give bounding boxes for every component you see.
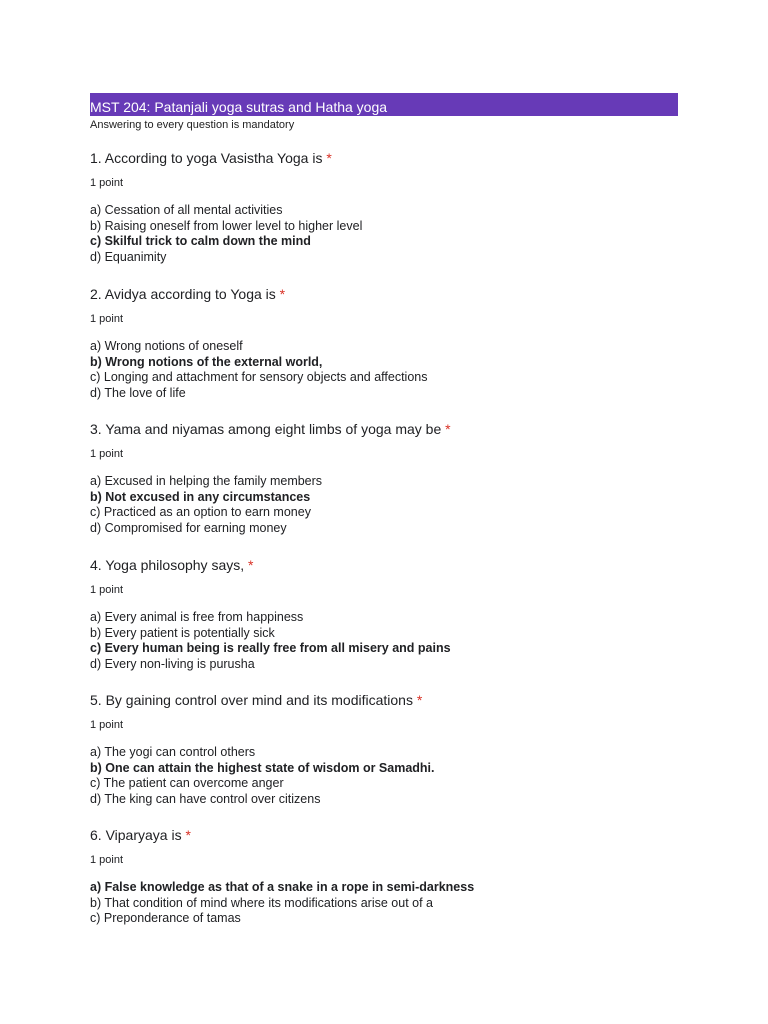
answer-option: b) Every patient is potentially sick [90,625,275,640]
question-2 [90,285,678,402]
question-title [90,556,678,574]
question-points: 1 point [90,177,124,189]
question-points: 1 point [90,448,124,460]
required-asterisk: * [416,692,423,708]
required-asterisk: * [248,557,254,573]
answer-option: a) The yogi can control others [90,745,256,759]
answer-option: c) The patient can overcome anger [90,776,284,791]
answer-option: d) Equanimity [90,250,167,265]
answer-option: d) Compromised for earning money [90,521,287,536]
option-list [90,610,678,673]
question-title [90,691,678,709]
question-title [90,826,678,844]
option-list [90,203,678,266]
question-title-text: 2. Avidya according to Yoga is [90,286,276,302]
question-title [90,149,678,167]
correct-option: b) One can attain the highest state of wisdom or Samadhi. [90,760,435,775]
correct-option: c) Skilful trick to calm down the mind [90,234,311,249]
question-title-text: 5. By gaining control over mind and its modifications [90,692,413,708]
question-3 [90,420,678,537]
question-points: 1 point [90,719,124,731]
question-title-text: 4. Yoga philosophy says, [90,557,245,573]
answer-option: d) The king can have control over citizens [90,792,321,807]
required-asterisk: * [326,150,332,166]
answer-option: c) Longing and attachment for sensory objects and affections [90,370,428,385]
option-list [90,339,678,402]
answer-option: a) Wrong notions of oneself [90,339,243,353]
question-title-text: 3. Yama and niyamas among eight limbs of yoga may be [90,421,442,437]
answer-option: a) Every animal is free from happiness [90,610,304,624]
required-asterisk: * [279,286,286,302]
required-asterisk: * [185,827,191,843]
correct-option: b) Not excused in any circumstances [90,489,311,504]
question-5 [90,691,678,808]
answer-option: d) The love of life [90,386,186,401]
question-title [90,285,678,303]
form-subtitle: Answering to every question is mandatory [90,119,295,131]
option-list [90,745,678,808]
answer-option: a) Excused in helping the family members [90,474,323,488]
question-title [90,420,678,438]
answer-option: a) Cessation of all mental activities [90,203,283,217]
correct-option: b) Wrong notions of the external world, [90,354,323,369]
answer-option: b) Raising oneself from lower level to higher level [90,218,363,233]
correct-option: c) Every human being is really free from all misery and pains [90,641,451,656]
question-4 [90,556,678,673]
question-points: 1 point [90,854,124,866]
answer-option: c) Preponderance of tamas [90,911,241,926]
correct-option: a) False knowledge as that of a snake in a rope in semi-darkness [90,880,475,894]
question-points: 1 point [90,313,124,325]
question-title-text: 1. According to yoga Vasistha Yoga is [90,150,323,166]
option-list [90,474,678,537]
question-points: 1 point [90,584,124,596]
question-1 [90,149,678,266]
answer-option: d) Every non-living is purusha [90,657,255,672]
answer-option: b) That condition of mind where its modifications arise out of a [90,895,433,910]
required-asterisk: * [445,421,451,437]
option-list [90,880,678,927]
question-6 [90,826,678,927]
form-title: MST 204: Patanjali yoga sutras and Hatha yoga [90,93,678,116]
answer-option: c) Practiced as an option to earn money [90,505,311,520]
question-title-text: 6. Viparyaya is [90,827,182,843]
